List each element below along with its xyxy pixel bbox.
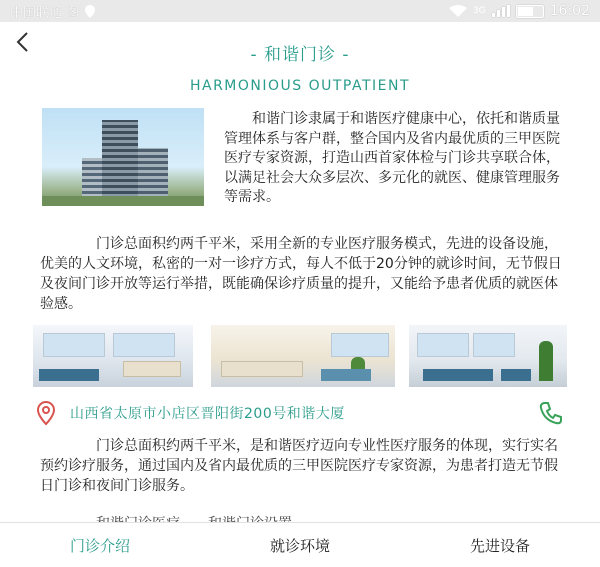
status-time: 16:02 [549, 3, 590, 19]
page-title: - 和谐门诊 - [250, 45, 350, 65]
environment-photos [33, 325, 567, 387]
lobby-photo [409, 325, 567, 387]
wifi-icon [449, 5, 467, 18]
tab-environment[interactable]: 就诊环境 [269, 536, 330, 555]
page-subtitle: HARMONIOUS OUTPATIENT [189, 78, 411, 94]
status-bar [0, 0, 600, 22]
truncated-paragraph [40, 514, 565, 522]
signal-icon [492, 5, 510, 17]
waiting-area-photo [33, 325, 193, 387]
description-paragraph: 门诊总面积约两千平米，采用全新的专业医疗服务模式，先进的设备设施，优美的人文环境，私密的一对一诊疗方式，每人不低于20分钟的就诊时间，无节假日及夜间门诊开放等运行举措，既能确保诊疗质量的提升，又能给予患者优质的就医体验感。 [40, 236, 562, 312]
service-paragraph: 门诊总面积约两千平米，是和谐医疗迈向专业性医疗服务的体现，实行实名预约诊疗服务，通过国内及省内最优质的三甲医院医疗专家资源，为患者打造无节假日门诊和夜间门诊服务。 [40, 438, 558, 494]
tab-bar [0, 522, 600, 567]
network-type-label: 3G [472, 6, 486, 16]
carrier-label: 中国联通 图 [10, 5, 80, 21]
phone-icon[interactable] [538, 400, 564, 426]
address-row[interactable] [36, 400, 564, 426]
building-image [42, 108, 204, 206]
reception-photo [211, 325, 395, 387]
battery-icon [516, 5, 544, 18]
location-status-icon [85, 5, 95, 18]
intro-paragraph: 和谐门诊隶属于和谐医疗健康中心，依托和谐质量管理体系与客户群，整合国内及省内最优质的三甲医院医疗专家资源，打造山西首家体检与门诊共享联合体，以满足社会大众多层次、多元化的就医、健康管理服务等需求。 [224, 111, 560, 205]
tab-equipment[interactable]: 先进设备 [469, 536, 530, 555]
tab-outpatient-intro[interactable]: 门诊介绍 [69, 536, 130, 555]
address-text: 山西省太原市小店区晋阳街200号和谐大厦 [70, 406, 345, 422]
location-pin-icon [36, 401, 56, 425]
